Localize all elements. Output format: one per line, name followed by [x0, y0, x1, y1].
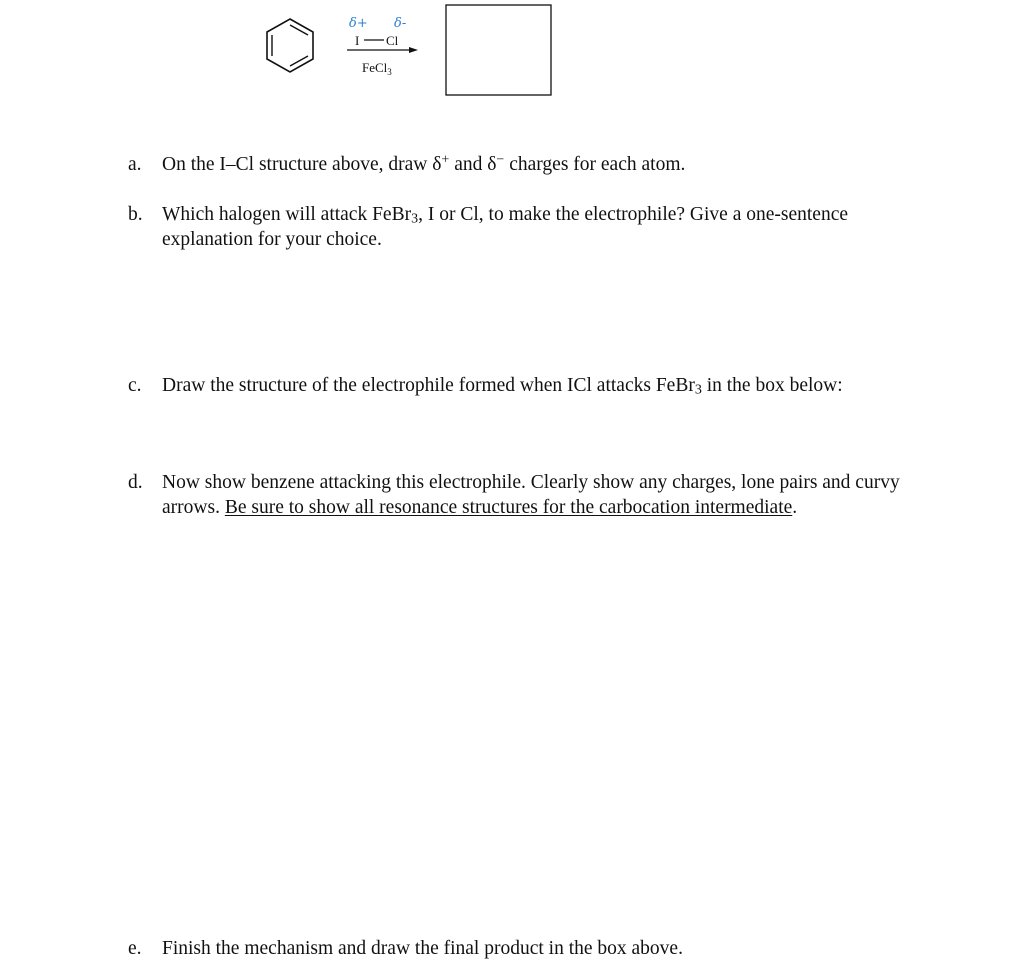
question-b-text: Which halogen will attack FeBr$_3$, I or Cl, to make the electrophile? Give a one-sentence explanation for your choice. — [162, 204, 849, 250]
product-box[interactable] — [446, 5, 551, 95]
benzene-structure — [267, 19, 313, 72]
handwritten-delta-charges — [349, 16, 406, 31]
reagent-iodine: I — [355, 33, 360, 48]
question-d-letter: d. — [128, 472, 143, 493]
resonance-instruction: Be sure to show all resonance structures for the carbocation intermediate — [224, 497, 793, 518]
question-c-letter: c. — [128, 375, 142, 396]
question-e — [128, 936, 928, 961]
question-c-text: Draw the structure of the electrophile formed when ICl attacks FeBr$_3$ in the box below: — [162, 375, 843, 398]
reaction-scheme — [0, 0, 1024, 110]
question-d — [128, 470, 928, 520]
reagent-icl — [355, 33, 399, 48]
question-e-text: Finish the mechanism and draw the final product in the box above. — [162, 938, 683, 959]
handwritten-delta-plus: δ+ — [349, 16, 368, 31]
question-b-letter: b. — [128, 204, 143, 225]
catalyst-label: FeCl$_3$ — [362, 60, 392, 77]
question-a-text: On the I–Cl structure above, draw δ+ and δ− charges for each atom. — [162, 151, 686, 175]
question-d-text: Now show benzene attacking this electrophile. Clearly show any charges, lone pairs and curvy arrows. Be sure to show all resonance structures for the carbocation intermediate. — [162, 472, 900, 518]
question-a — [128, 152, 928, 177]
question-a-letter: a. — [128, 154, 142, 175]
question-e-letter: e. — [128, 938, 142, 959]
handwritten-delta-minus: δ- — [394, 16, 407, 31]
question-c — [128, 373, 928, 398]
reagent-chlorine: Cl — [386, 33, 399, 48]
question-b — [128, 202, 928, 252]
